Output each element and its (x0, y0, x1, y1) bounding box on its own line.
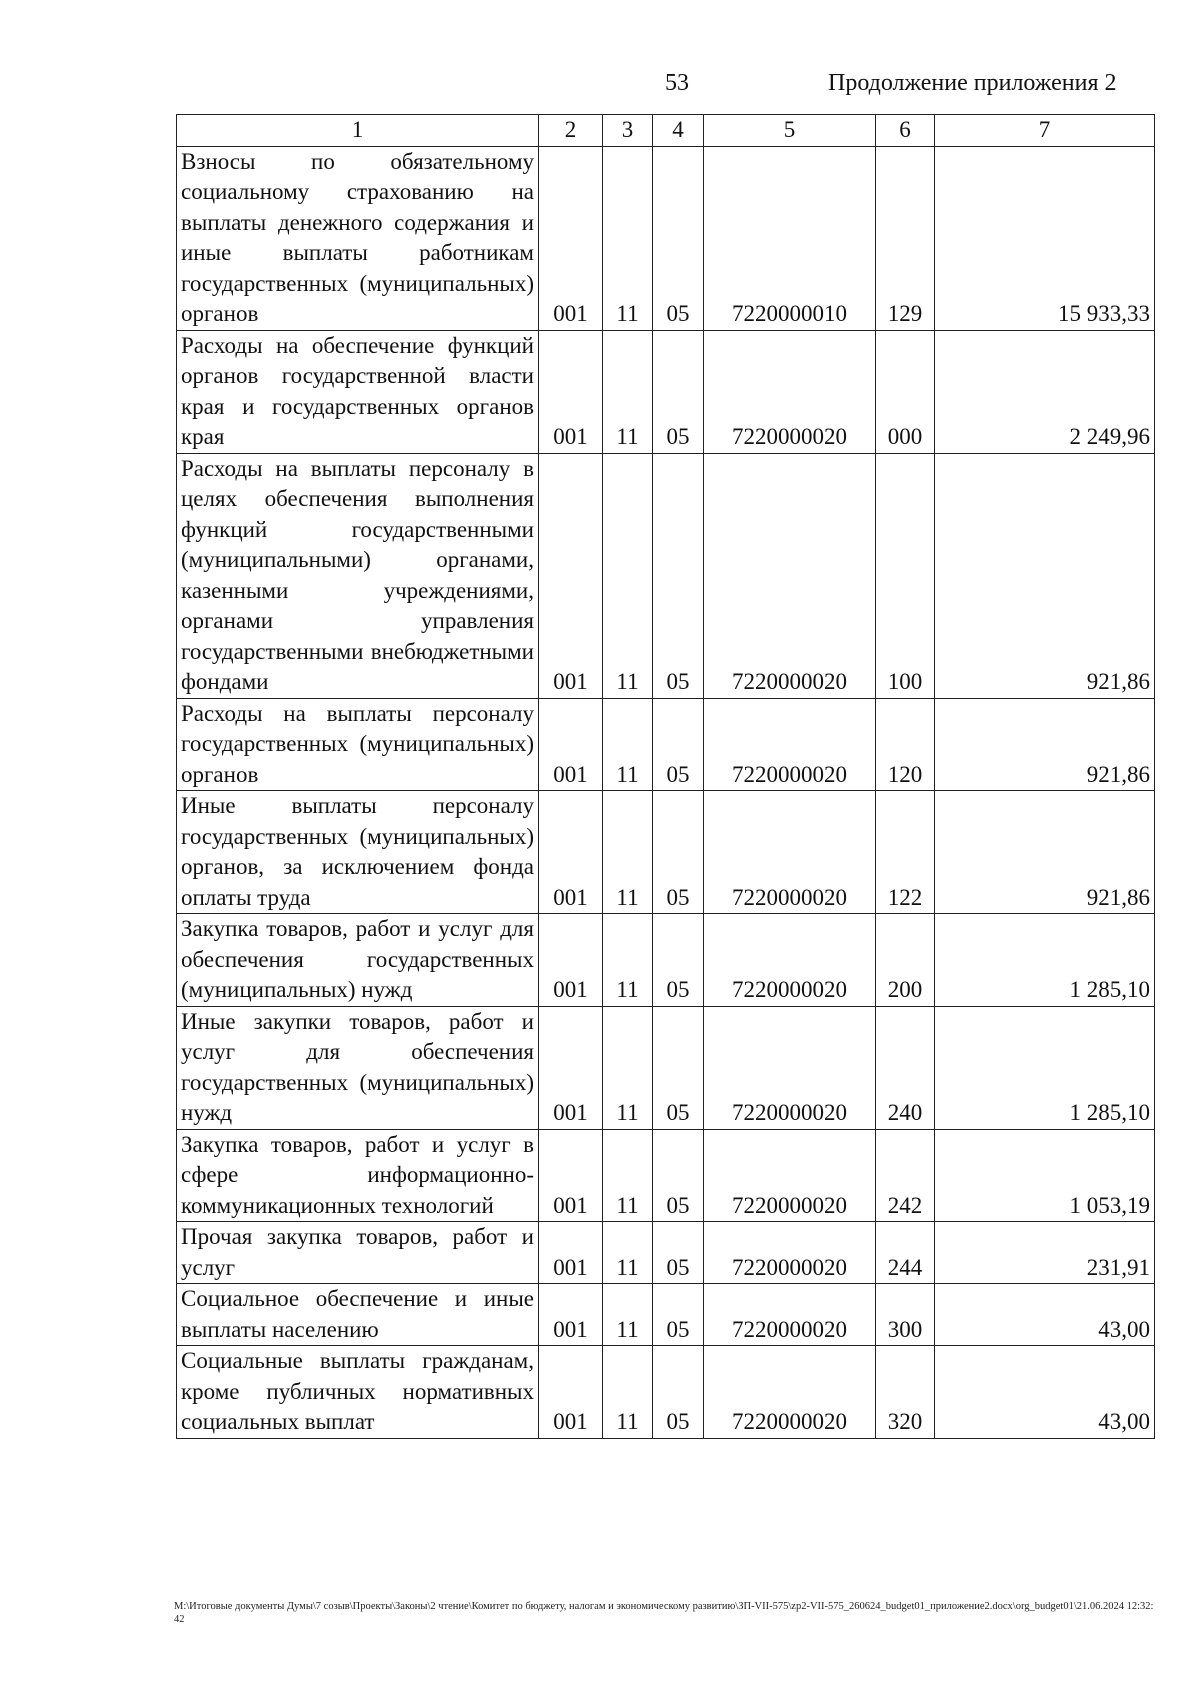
subsection-code: 05 (653, 1129, 704, 1222)
table-row (177, 453, 1155, 698)
section-code: 11 (603, 1006, 653, 1129)
target-code: 7220000020 (704, 914, 876, 1007)
expense-name: Иные закупки товаров, работ и услуг для обеспечения государственных (муниципальных) нужд (177, 1006, 539, 1129)
table-row (177, 1284, 1155, 1346)
expense-name: Расходы на выплаты персоналу в целях обеспечения выполнения функций государственными (муниципальными) органами, казенными учреждениями, органами управления государственными внебюджетными фондами (177, 453, 539, 698)
subsection-code: 05 (653, 146, 704, 330)
amount: 1 285,10 (935, 1006, 1155, 1129)
section-code: 11 (603, 146, 653, 330)
section-code: 11 (603, 453, 653, 698)
section-code: 11 (603, 791, 653, 914)
table-row (177, 146, 1155, 330)
target-code: 7220000020 (704, 453, 876, 698)
subsection-code: 05 (653, 1222, 704, 1284)
subsection-code: 05 (653, 914, 704, 1007)
target-code: 7220000020 (704, 1346, 876, 1439)
column-header: 5 (704, 115, 876, 147)
expense-name: Расходы на обеспечение функций органов государственной власти края и государственных органов края (177, 330, 539, 453)
expense-type-code: 122 (876, 791, 935, 914)
amount: 921,86 (935, 453, 1155, 698)
table-header-row (177, 115, 1155, 147)
amount: 231,91 (935, 1222, 1155, 1284)
column-header: 1 (177, 115, 539, 147)
amount: 2 249,96 (935, 330, 1155, 453)
expense-type-code: 120 (876, 698, 935, 791)
table-row (177, 1006, 1155, 1129)
expense-type-code: 100 (876, 453, 935, 698)
page-number: 53 (665, 70, 689, 96)
section-code: 11 (603, 330, 653, 453)
ministry-code: 001 (539, 330, 603, 453)
target-code: 7220000020 (704, 1006, 876, 1129)
section-code: 11 (603, 914, 653, 1007)
column-header: 7 (935, 115, 1155, 147)
ministry-code: 001 (539, 791, 603, 914)
expense-type-code: 242 (876, 1129, 935, 1222)
ministry-code: 001 (539, 1284, 603, 1346)
table-row (177, 698, 1155, 791)
ministry-code: 001 (539, 1006, 603, 1129)
target-code: 7220000020 (704, 330, 876, 453)
column-header: 2 (539, 115, 603, 147)
expense-name: Социальное обеспечение и иные выплаты населению (177, 1284, 539, 1346)
ministry-code: 001 (539, 1222, 603, 1284)
section-code: 11 (603, 1346, 653, 1439)
amount: 921,86 (935, 698, 1155, 791)
table-row (177, 1222, 1155, 1284)
expense-type-code: 000 (876, 330, 935, 453)
ministry-code: 001 (539, 698, 603, 791)
expense-name: Взносы по обязательному социальному страхованию на выплаты денежного содержания и иные выплаты работникам государственных (муниципальных) органов (177, 146, 539, 330)
amount: 43,00 (935, 1346, 1155, 1439)
target-code: 7220000010 (704, 146, 876, 330)
target-code: 7220000020 (704, 698, 876, 791)
table-row (177, 1129, 1155, 1222)
subsection-code: 05 (653, 330, 704, 453)
expense-type-code: 244 (876, 1222, 935, 1284)
section-code: 11 (603, 698, 653, 791)
expense-name: Закупка товаров, работ и услуг для обеспечения государственных (муниципальных) нужд (177, 914, 539, 1007)
amount: 921,86 (935, 791, 1155, 914)
expense-name: Закупка товаров, работ и услуг в сфере информационно-коммуникационных технологий (177, 1129, 539, 1222)
ministry-code: 001 (539, 914, 603, 1007)
target-code: 7220000020 (704, 791, 876, 914)
amount: 1 285,10 (935, 914, 1155, 1007)
ministry-code: 001 (539, 1346, 603, 1439)
column-header: 4 (653, 115, 704, 147)
section-code: 11 (603, 1129, 653, 1222)
expense-name: Прочая закупка товаров, работ и услуг (177, 1222, 539, 1284)
table-row (177, 1346, 1155, 1439)
subsection-code: 05 (653, 698, 704, 791)
ministry-code: 001 (539, 146, 603, 330)
amount: 1 053,19 (935, 1129, 1155, 1222)
expense-name: Иные выплаты персоналу государственных (муниципальных) органов, за исключением фонда оплаты труда (177, 791, 539, 914)
column-header: 3 (603, 115, 653, 147)
ministry-code: 001 (539, 1129, 603, 1222)
subsection-code: 05 (653, 1346, 704, 1439)
continuation-caption: Продолжение приложения 2 (828, 70, 1117, 96)
subsection-code: 05 (653, 1006, 704, 1129)
table-row (177, 914, 1155, 1007)
target-code: 7220000020 (704, 1129, 876, 1222)
ministry-code: 001 (539, 453, 603, 698)
table-row (177, 791, 1155, 914)
expense-name: Расходы на выплаты персоналу государственных (муниципальных) органов (177, 698, 539, 791)
subsection-code: 05 (653, 453, 704, 698)
expense-type-code: 300 (876, 1284, 935, 1346)
amount: 15 933,33 (935, 146, 1155, 330)
target-code: 7220000020 (704, 1222, 876, 1284)
expense-type-code: 129 (876, 146, 935, 330)
file-path-footer: M:\Итоговые документы Думы\7 созыв\Проекты\Законы\2 чтение\Комитет по бюджету, налогам и экономическому развитию\ЗП-VII-575\zp2-VII-575_260624_budget01_приложение2.docx\org_budget01\21.06.2024 12:32:42 (174, 1601, 1154, 1625)
section-code: 11 (603, 1284, 653, 1346)
expense-type-code: 200 (876, 914, 935, 1007)
expense-type-code: 240 (876, 1006, 935, 1129)
column-header: 6 (876, 115, 935, 147)
subsection-code: 05 (653, 791, 704, 914)
target-code: 7220000020 (704, 1284, 876, 1346)
section-code: 11 (603, 1222, 653, 1284)
table-row (177, 330, 1155, 453)
subsection-code: 05 (653, 1284, 704, 1346)
amount: 43,00 (935, 1284, 1155, 1346)
expense-type-code: 320 (876, 1346, 935, 1439)
expense-name: Социальные выплаты гражданам, кроме публичных нормативных социальных выплат (177, 1346, 539, 1439)
budget-table (176, 114, 1155, 1439)
